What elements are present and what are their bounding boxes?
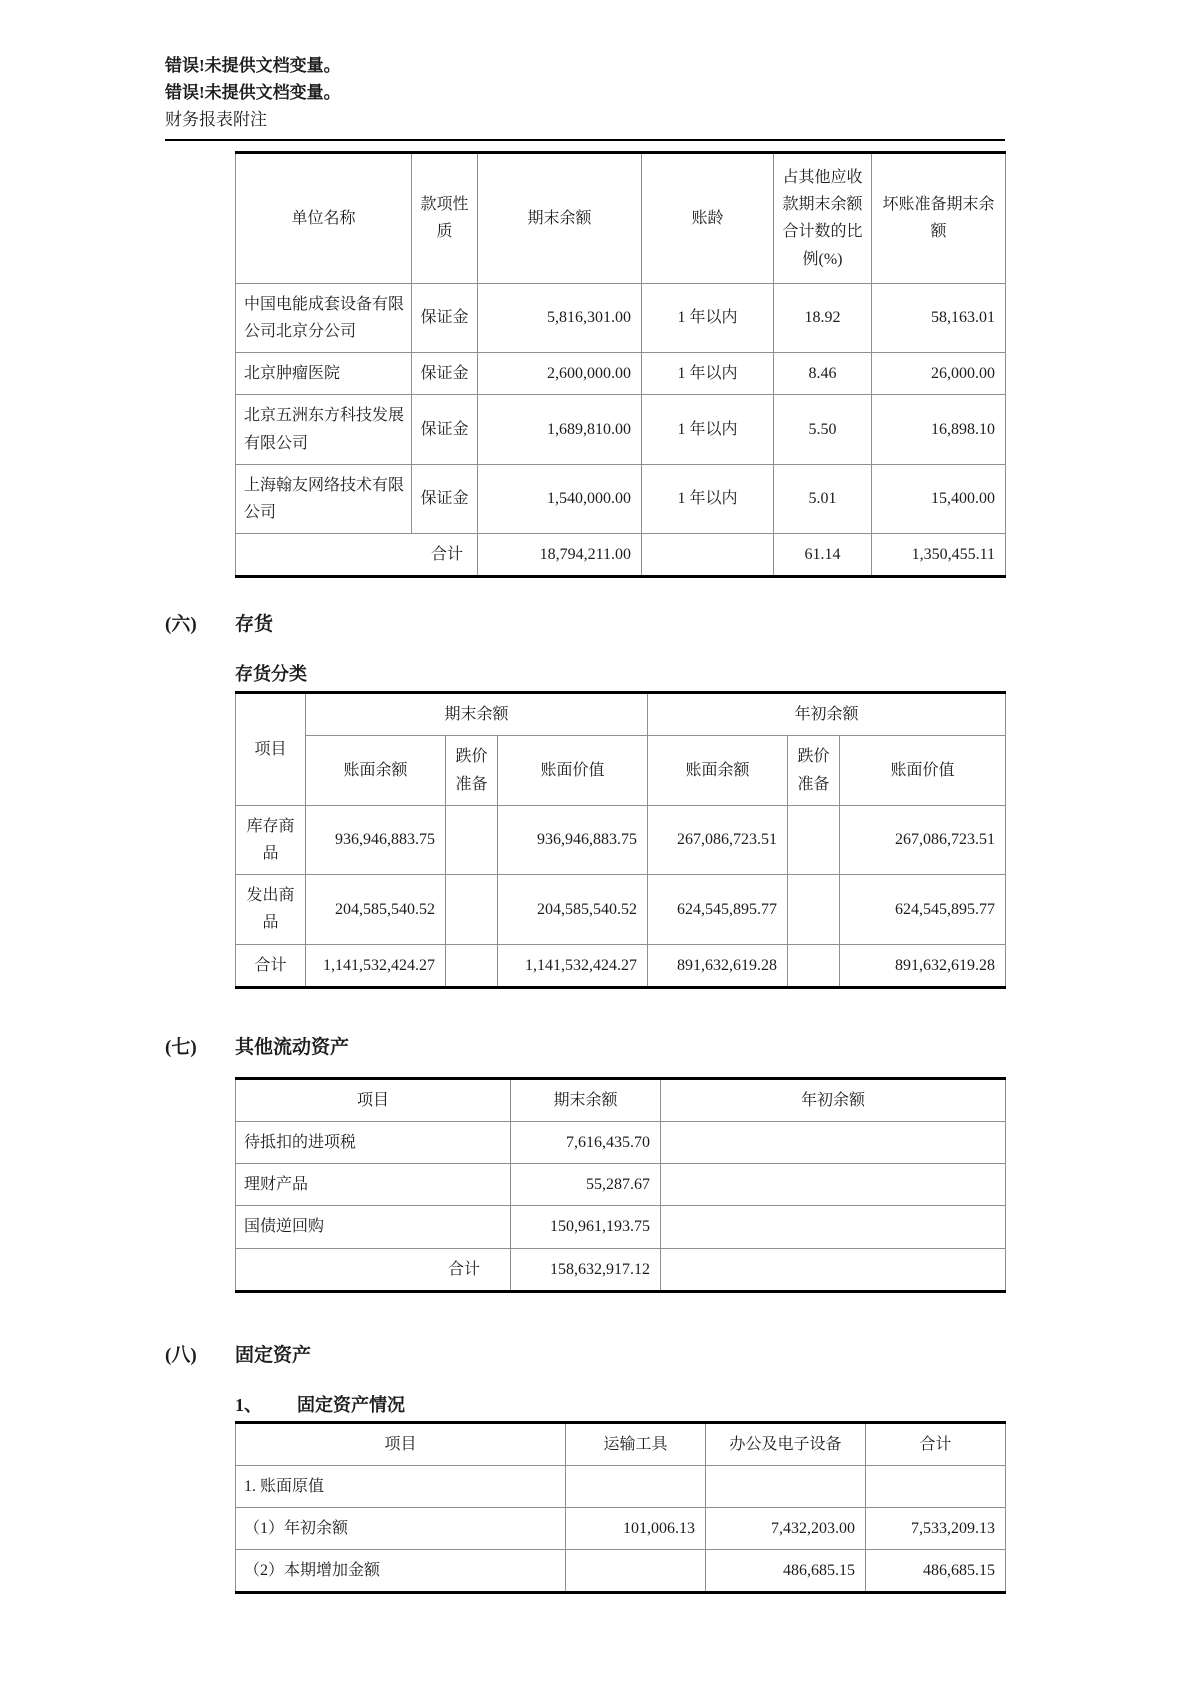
other-receivables-table	[235, 151, 1006, 578]
cell-book-balance: 624,545,895.77	[648, 875, 788, 944]
total-aging-empty	[642, 534, 774, 577]
cell-book-value: 624,545,895.77	[840, 875, 1006, 944]
cell-payment-nature: 保证金	[412, 464, 478, 533]
cell-transport: 101,006.13	[566, 1508, 706, 1550]
total-book-value: 891,632,619.28	[840, 944, 1006, 987]
col-header-payment-nature: 款项性质	[412, 153, 478, 284]
section-7-title: 其他流动资产	[235, 1036, 350, 1058]
section-8-number: (八)	[165, 1344, 197, 1366]
cell-item: 库存商品	[236, 805, 306, 874]
section-7-heading	[165, 1035, 1005, 1061]
cell-book-value: 204,585,540.52	[498, 875, 648, 944]
cell-ending-balance: 1,540,000.00	[478, 464, 642, 533]
cell-transport-empty	[566, 1465, 706, 1507]
table-row	[236, 1121, 1006, 1163]
inventory-table	[235, 691, 1006, 989]
header-error-line-2: 错误!未提供文档变量。	[165, 83, 341, 102]
table-header-row	[236, 1422, 1006, 1465]
table-row	[236, 395, 1006, 464]
total-impairment-empty	[446, 944, 498, 987]
group-header-beginning: 年初余额	[648, 693, 1006, 736]
group-header-ending: 期末余额	[306, 693, 648, 736]
col-header-impairment: 跌价准备	[788, 736, 840, 805]
cell-unit-name: 北京肿瘤医院	[236, 353, 412, 395]
header-error-line-1: 错误!未提供文档变量。	[165, 56, 341, 75]
col-header-office-equipment: 办公及电子设备	[706, 1422, 866, 1465]
col-header-book-balance: 账面余额	[648, 736, 788, 805]
cell-book-balance: 936,946,883.75	[306, 805, 446, 874]
table-row	[236, 283, 1006, 352]
cell-aging: 1 年以内	[642, 464, 774, 533]
cell-office: 486,685.15	[706, 1550, 866, 1593]
total-ending-balance: 158,632,917.12	[511, 1248, 661, 1291]
total-label: 合计	[236, 1248, 511, 1291]
subheading-number: 1、	[235, 1394, 262, 1415]
cell-beginning-balance-empty	[661, 1121, 1006, 1163]
total-label: 合计	[236, 534, 478, 577]
section-6-heading	[165, 612, 1005, 638]
section-7-number: (七)	[165, 1036, 197, 1058]
col-header-beginning-balance: 年初余额	[661, 1078, 1006, 1121]
cell-ratio: 8.46	[774, 353, 872, 395]
col-header-item: 项目	[236, 1078, 511, 1121]
cell-ratio: 18.92	[774, 283, 872, 352]
table-row	[236, 1508, 1006, 1550]
fixed-assets-table	[235, 1421, 1006, 1595]
col-header-ending-balance: 期末余额	[478, 153, 642, 284]
col-header-impairment: 跌价准备	[446, 736, 498, 805]
total-book-balance: 891,632,619.28	[648, 944, 788, 987]
cell-ending-balance: 2,600,000.00	[478, 353, 642, 395]
cell-item: 理财产品	[236, 1164, 511, 1206]
section-6-title: 存货	[235, 614, 274, 636]
cell-aging: 1 年以内	[642, 395, 774, 464]
cell-unit-name: 上海翰友网络技术有限公司	[236, 464, 412, 533]
table-total-row	[236, 944, 1006, 987]
total-beginning-balance-empty	[661, 1248, 1006, 1291]
col-header-bad-debt: 坏账准备期末余额	[872, 153, 1006, 284]
table-row	[236, 1164, 1006, 1206]
total-ending-balance: 18,794,211.00	[478, 534, 642, 577]
cell-ending-balance: 7,616,435.70	[511, 1121, 661, 1163]
cell-bad-debt: 15,400.00	[872, 464, 1006, 533]
table-row	[236, 875, 1006, 944]
cell-book-balance: 267,086,723.51	[648, 805, 788, 874]
cell-beginning-balance-empty	[661, 1206, 1006, 1248]
col-header-item: 项目	[236, 1422, 566, 1465]
col-header-book-value: 账面价值	[498, 736, 648, 805]
cell-item: （1）年初余额	[236, 1508, 566, 1550]
cell-book-value: 267,086,723.51	[840, 805, 1006, 874]
header-doc-title: 财务报表附注	[165, 110, 267, 129]
cell-payment-nature: 保证金	[412, 353, 478, 395]
col-header-ratio: 占其他应收款期末余额合计数的比例(%)	[774, 153, 872, 284]
table-row	[236, 1206, 1006, 1248]
total-impairment-empty	[788, 944, 840, 987]
cell-item: 发出商品	[236, 875, 306, 944]
cell-bad-debt: 58,163.01	[872, 283, 1006, 352]
col-header-book-value: 账面价值	[840, 736, 1006, 805]
cell-total-empty	[866, 1465, 1006, 1507]
section-8-title: 固定资产	[235, 1344, 312, 1366]
table-row	[236, 464, 1006, 533]
cell-total: 7,533,209.13	[866, 1508, 1006, 1550]
cell-transport-empty	[566, 1550, 706, 1593]
col-header-book-balance: 账面余额	[306, 736, 446, 805]
col-header-item: 项目	[236, 693, 306, 806]
cell-office-empty	[706, 1465, 866, 1507]
cell-ratio: 5.50	[774, 395, 872, 464]
cell-bad-debt: 16,898.10	[872, 395, 1006, 464]
fixed-assets-subheading	[235, 1393, 1005, 1417]
section-8-heading	[165, 1343, 1005, 1369]
cell-ending-balance: 5,816,301.00	[478, 283, 642, 352]
cell-impairment-empty	[788, 805, 840, 874]
table-total-row	[236, 534, 1006, 577]
table-row	[236, 805, 1006, 874]
cell-office: 7,432,203.00	[706, 1508, 866, 1550]
cell-impairment-empty	[446, 875, 498, 944]
cell-item: 1. 账面原值	[236, 1465, 566, 1507]
col-header-unit-name: 单位名称	[236, 153, 412, 284]
section-6-number: (六)	[165, 614, 197, 636]
inventory-subtitle: 存货分类	[235, 664, 307, 685]
cell-payment-nature: 保证金	[412, 395, 478, 464]
subheading-title: 固定资产情况	[297, 1394, 405, 1415]
table-header-row	[236, 153, 1006, 284]
page-header	[165, 52, 1005, 141]
total-bad-debt: 1,350,455.11	[872, 534, 1006, 577]
cell-book-balance: 204,585,540.52	[306, 875, 446, 944]
col-header-aging: 账龄	[642, 153, 774, 284]
cell-ratio: 5.01	[774, 464, 872, 533]
cell-item: （2）本期增加金额	[236, 1550, 566, 1593]
total-book-value: 1,141,532,424.27	[498, 944, 648, 987]
table-row	[236, 1465, 1006, 1507]
cell-unit-name: 北京五洲东方科技发展有限公司	[236, 395, 412, 464]
sub-header-row	[236, 736, 1006, 805]
cell-ending-balance: 1,689,810.00	[478, 395, 642, 464]
table-row	[236, 353, 1006, 395]
cell-impairment-empty	[446, 805, 498, 874]
total-label: 合计	[236, 944, 306, 987]
cell-item: 国债逆回购	[236, 1206, 511, 1248]
cell-payment-nature: 保证金	[412, 283, 478, 352]
table-total-row	[236, 1248, 1006, 1291]
total-ratio: 61.14	[774, 534, 872, 577]
cell-book-value: 936,946,883.75	[498, 805, 648, 874]
total-book-balance: 1,141,532,424.27	[306, 944, 446, 987]
col-header-transport: 运输工具	[566, 1422, 706, 1465]
other-current-assets-table	[235, 1077, 1006, 1293]
cell-aging: 1 年以内	[642, 283, 774, 352]
table-row	[236, 1550, 1006, 1593]
cell-impairment-empty	[788, 875, 840, 944]
cell-beginning-balance-empty	[661, 1164, 1006, 1206]
cell-item: 待抵扣的进项税	[236, 1121, 511, 1163]
cell-unit-name: 中国电能成套设备有限公司北京分公司	[236, 283, 412, 352]
cell-total: 486,685.15	[866, 1550, 1006, 1593]
cell-ending-balance: 150,961,193.75	[511, 1206, 661, 1248]
table-header-row	[236, 1078, 1006, 1121]
col-header-total: 合计	[866, 1422, 1006, 1465]
col-header-ending-balance: 期末余额	[511, 1078, 661, 1121]
cell-bad-debt: 26,000.00	[872, 353, 1006, 395]
cell-ending-balance: 55,287.67	[511, 1164, 661, 1206]
group-header-row	[236, 693, 1006, 736]
cell-aging: 1 年以内	[642, 353, 774, 395]
